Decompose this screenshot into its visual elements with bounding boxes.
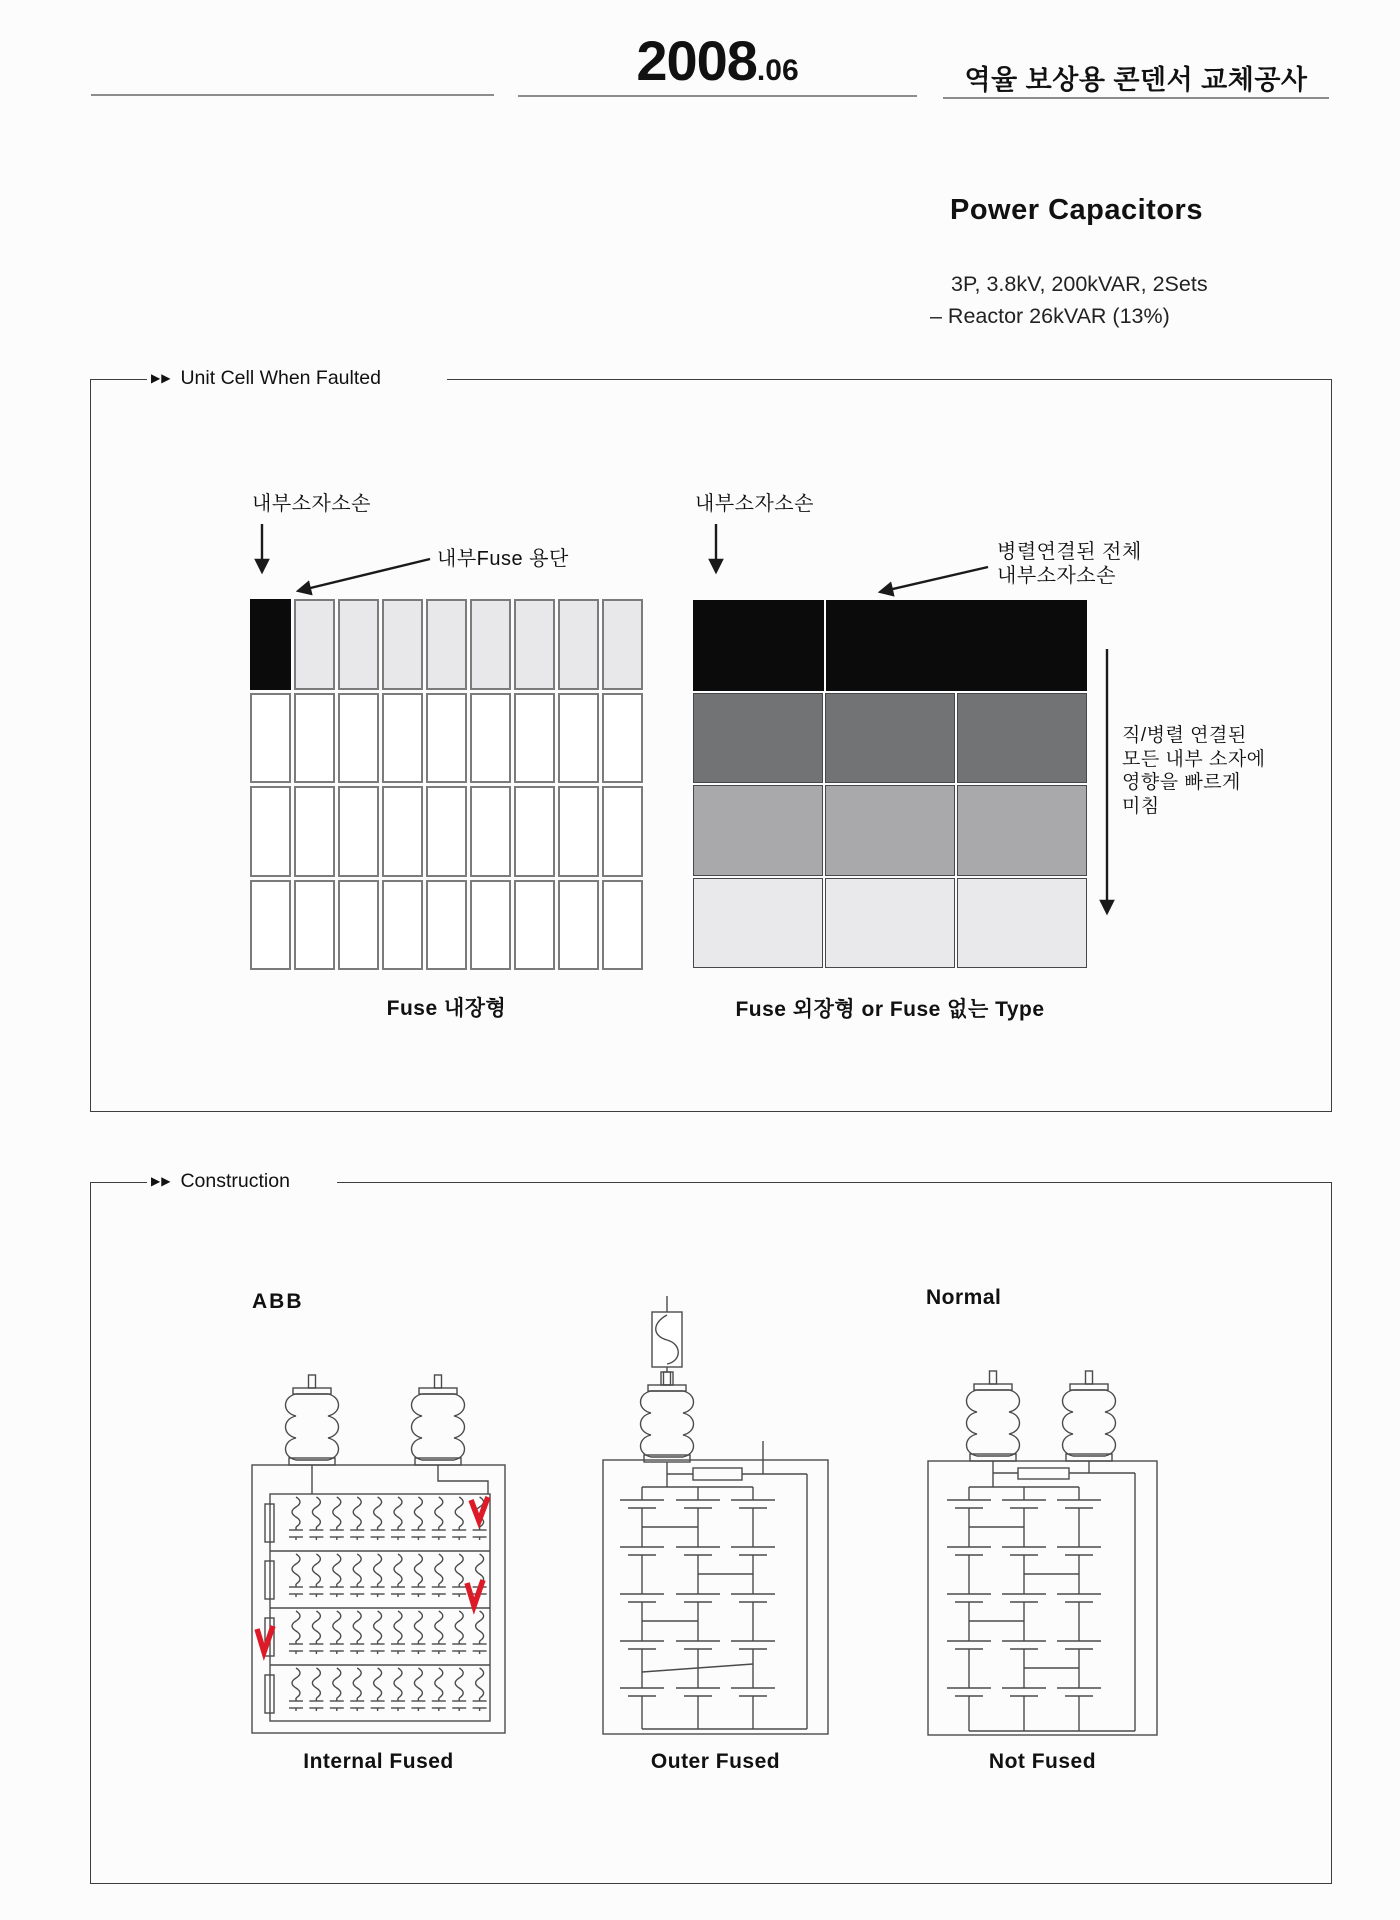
grid-cell bbox=[470, 599, 511, 690]
grid-cell bbox=[957, 785, 1087, 876]
grid-cell bbox=[693, 878, 823, 969]
grid-cell bbox=[382, 599, 423, 690]
right-grid-caption: Fuse 외장형 or Fuse 없는 Type bbox=[735, 998, 1045, 1021]
unit-cell-section-label bbox=[147, 367, 447, 390]
section-marker-icon: ▶▶ bbox=[151, 371, 172, 385]
grid-cell bbox=[693, 693, 823, 784]
right-parallel-label-line1: 병렬연결된 전체 bbox=[997, 541, 1142, 563]
header-rule-date bbox=[518, 95, 917, 97]
section-marker-icon: ▶▶ bbox=[151, 1174, 172, 1188]
grid-cell bbox=[825, 878, 955, 969]
grid-cell bbox=[338, 880, 379, 971]
construction-section-title: Construction bbox=[180, 1170, 290, 1192]
date-block bbox=[518, 28, 917, 93]
grid-cell bbox=[294, 786, 335, 877]
caption-internal-fused: Internal Fused bbox=[303, 1750, 454, 1773]
grid-cell bbox=[470, 693, 511, 784]
date-month: .06 bbox=[756, 54, 799, 87]
construction-section-label bbox=[147, 1170, 337, 1193]
right-parallel-label bbox=[997, 540, 1142, 588]
side-note bbox=[1122, 724, 1266, 818]
grid-cell bbox=[294, 599, 335, 690]
side-note-line3: 영향을 빠르게 bbox=[1122, 772, 1241, 793]
grid-cell bbox=[338, 599, 379, 690]
grid-cell bbox=[470, 786, 511, 877]
grid-cell bbox=[470, 880, 511, 971]
grid-cell bbox=[426, 693, 467, 784]
document-title: 역율 보상용 콘덴서 교체공사 bbox=[964, 65, 1308, 95]
grid-cell bbox=[602, 786, 643, 877]
grid-cell bbox=[825, 785, 955, 876]
grid-cell bbox=[294, 880, 335, 971]
right-parallel-label-line2: 내부소자소손 bbox=[997, 565, 1116, 587]
side-note-line1: 직/병렬 연결된 bbox=[1122, 725, 1247, 746]
grid-cell bbox=[602, 599, 643, 690]
header-rule-title bbox=[943, 97, 1329, 99]
grid-row bbox=[693, 600, 1087, 691]
brand-label-abb: ABB bbox=[252, 1290, 304, 1313]
left-fault-label: 내부소자소손 bbox=[252, 493, 371, 515]
grid-cell bbox=[558, 693, 599, 784]
grid-cell bbox=[338, 786, 379, 877]
grid-cell bbox=[426, 786, 467, 877]
grid-cell bbox=[957, 878, 1087, 969]
grid-row bbox=[693, 785, 1087, 876]
grid-row bbox=[693, 878, 1087, 969]
left-fuse-label: 내부Fuse 용단 bbox=[437, 548, 569, 570]
grid-cell bbox=[426, 599, 467, 690]
caption-not-fused: Not Fused bbox=[988, 1750, 1097, 1773]
grid-cell bbox=[250, 599, 291, 690]
unit-cell-section-title: Unit Cell When Faulted bbox=[180, 367, 381, 389]
grid-cell bbox=[514, 880, 555, 971]
grid-cell bbox=[602, 693, 643, 784]
left-grid-caption: Fuse 내장형 bbox=[386, 997, 507, 1020]
grid-cell bbox=[558, 786, 599, 877]
grid-cell bbox=[250, 786, 291, 877]
grid-cell bbox=[693, 600, 824, 691]
side-note-line2: 모든 내부 소자에 bbox=[1122, 748, 1266, 770]
grid-cell bbox=[957, 693, 1087, 784]
spec-line-1: 3P, 3.8kV, 200kVAR, 2Sets bbox=[951, 272, 1208, 296]
construction-section-box bbox=[90, 1170, 1332, 1884]
grid-cell bbox=[382, 786, 423, 877]
grid-cell bbox=[382, 880, 423, 971]
brand-label-normal: Normal bbox=[926, 1286, 1002, 1309]
grid-cell bbox=[250, 693, 291, 784]
fuse-internal-grid bbox=[250, 599, 643, 970]
grid-cell bbox=[294, 693, 335, 784]
spec-line-2: – Reactor 26kVAR (13%) bbox=[930, 304, 1170, 328]
grid-cell bbox=[514, 599, 555, 690]
product-title: Power Capacitors bbox=[950, 194, 1203, 226]
date-year: 2008 bbox=[636, 29, 757, 92]
grid-cell bbox=[250, 880, 291, 971]
grid-cell bbox=[426, 880, 467, 971]
grid-cell bbox=[826, 600, 1087, 691]
grid-cell bbox=[825, 693, 955, 784]
right-fault-label: 내부소자소손 bbox=[695, 493, 814, 515]
caption-outer-fused: Outer Fused bbox=[650, 1750, 781, 1773]
spec-block bbox=[930, 268, 1208, 332]
grid-cell bbox=[514, 786, 555, 877]
grid-row bbox=[693, 693, 1087, 784]
grid-cell bbox=[514, 693, 555, 784]
grid-cell bbox=[338, 693, 379, 784]
grid-cell bbox=[693, 785, 823, 876]
header-rule-left bbox=[91, 94, 494, 96]
fuse-external-grid bbox=[693, 600, 1087, 968]
grid-cell bbox=[558, 880, 599, 971]
grid-cell bbox=[602, 880, 643, 971]
grid-cell bbox=[558, 599, 599, 690]
side-note-line4: 미침 bbox=[1122, 795, 1160, 817]
grid-cell bbox=[382, 693, 423, 784]
